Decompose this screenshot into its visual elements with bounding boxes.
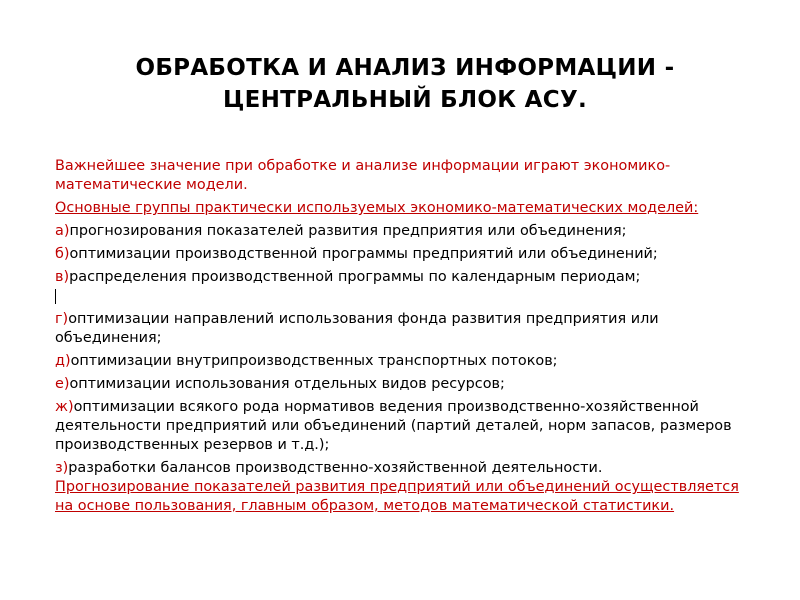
text-cursor <box>55 289 56 304</box>
list-item-text: прогнозирования показателей развития предприятия или объединения; <box>69 223 627 239</box>
list-item-text: оптимизации внутрипроизводственных транспортных потоков; <box>70 353 558 369</box>
list-item-text: оптимизации всякого рода нормативов ведения производственно-хозяйственной деятельности предприятий или объединений (партий деталей, норм запасов, размеров производственных резервов и т.д.); <box>55 399 732 453</box>
list-item-v <box>55 268 755 287</box>
list-marker: в) <box>55 269 70 285</box>
list-marker: г) <box>55 311 69 327</box>
list-marker: ж) <box>55 399 74 415</box>
slide-title-line-1: ОБРАБОТКА И АНАЛИЗ ИНФОРМАЦИИ - <box>135 55 675 81</box>
list-item-text: распределения производственной программы по календарным периодам; <box>69 269 641 285</box>
list-marker: б) <box>55 246 70 262</box>
groups-heading: Основные группы практически используемых экономико-математических моделей: <box>55 200 699 216</box>
intro-paragraph: Важнейшее значение при обработке и анализе информации играют экономико-математические модели. <box>55 158 671 193</box>
list-item-text: оптимизации производственной программы предприятий или объединений; <box>69 246 658 262</box>
slide-body <box>55 157 755 520</box>
list-marker: з) <box>55 460 69 476</box>
list-item-g <box>55 310 755 348</box>
text-cursor-line <box>55 287 755 306</box>
list-item-z <box>55 459 755 478</box>
list-item-b <box>55 245 755 264</box>
slide-title <box>60 52 750 116</box>
list-item-d <box>55 352 755 371</box>
slide-title-line-2: ЦЕНТРАЛЬНЫЙ БЛОК АСУ. <box>222 87 588 113</box>
list-marker: д) <box>55 353 71 369</box>
list-item-a <box>55 222 755 241</box>
list-item-text: разработки балансов производственно-хозяйственной деятельности. <box>68 460 603 476</box>
list-item-zh <box>55 398 755 455</box>
forecast-note: Прогнозирование показателей развития предприятий или объединений осуществляется на основе пользования, главным образом, методов математической статистики. <box>55 479 739 514</box>
list-marker: а) <box>55 223 70 239</box>
list-item-text: оптимизации использования отдельных видов ресурсов; <box>69 376 505 392</box>
list-item-e <box>55 375 755 394</box>
list-item-text: оптимизации направлений использования фонда развития предприятия или объединения; <box>55 311 659 346</box>
list-marker: е) <box>55 376 70 392</box>
